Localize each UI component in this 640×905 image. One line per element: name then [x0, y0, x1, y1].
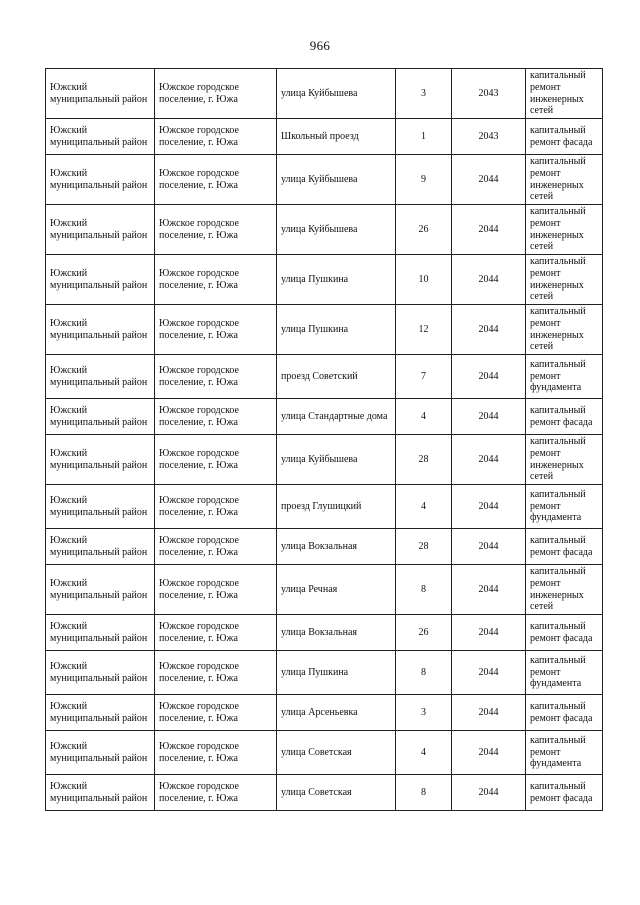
cell-house-number: 3 [396, 69, 452, 119]
cell-district: Южский муниципальный район [46, 305, 155, 355]
cell-year: 2044 [452, 205, 526, 255]
cell-year: 2044 [452, 399, 526, 435]
cell-settlement: Южское городское поселение, г. Южа [155, 399, 277, 435]
cell-district: Южский муниципальный район [46, 155, 155, 205]
table-row [46, 695, 603, 731]
cell-work-type: капитальный ремонт фасада [526, 529, 603, 565]
cell-district: Южский муниципальный район [46, 69, 155, 119]
cell-work-type: капитальный ремонт инженерных сетей [526, 69, 603, 119]
cell-work-type: капитальный ремонт фундамента [526, 731, 603, 775]
cell-settlement: Южское городское поселение, г. Южа [155, 731, 277, 775]
cell-district: Южский муниципальный район [46, 399, 155, 435]
cell-district: Южский муниципальный район [46, 485, 155, 529]
cell-house-number: 4 [396, 485, 452, 529]
table-row [46, 119, 603, 155]
cell-street: улица Вокзальная [277, 529, 396, 565]
cell-work-type: капитальный ремонт инженерных сетей [526, 305, 603, 355]
cell-settlement: Южское городское поселение, г. Южа [155, 651, 277, 695]
cell-district: Южский муниципальный район [46, 255, 155, 305]
cell-street: улица Советская [277, 775, 396, 811]
cell-settlement: Южское городское поселение, г. Южа [155, 155, 277, 205]
table-row [46, 305, 603, 355]
cell-work-type: капитальный ремонт фасада [526, 399, 603, 435]
cell-work-type: капитальный ремонт фундамента [526, 485, 603, 529]
cell-settlement: Южское городское поселение, г. Южа [155, 695, 277, 731]
cell-year: 2044 [452, 695, 526, 731]
table-row [46, 565, 603, 615]
table-row [46, 615, 603, 651]
table-row [46, 69, 603, 119]
cell-house-number: 4 [396, 399, 452, 435]
cell-work-type: капитальный ремонт фундамента [526, 355, 603, 399]
cell-house-number: 4 [396, 731, 452, 775]
table-row [46, 651, 603, 695]
cell-street: улица Пушкина [277, 651, 396, 695]
cell-street: улица Стандартные дома [277, 399, 396, 435]
cell-year: 2043 [452, 119, 526, 155]
cell-settlement: Южское городское поселение, г. Южа [155, 775, 277, 811]
cell-settlement: Южское городское поселение, г. Южа [155, 355, 277, 399]
cell-work-type: капитальный ремонт инженерных сетей [526, 155, 603, 205]
cell-work-type: капитальный ремонт инженерных сетей [526, 205, 603, 255]
cell-street: улица Речная [277, 565, 396, 615]
cell-district: Южский муниципальный район [46, 775, 155, 811]
cell-work-type: капитальный ремонт фасада [526, 695, 603, 731]
cell-year: 2044 [452, 615, 526, 651]
cell-district: Южский муниципальный район [46, 435, 155, 485]
cell-district: Южский муниципальный район [46, 731, 155, 775]
cell-house-number: 8 [396, 775, 452, 811]
cell-street: улица Пушкина [277, 305, 396, 355]
cell-year: 2044 [452, 731, 526, 775]
cell-house-number: 1 [396, 119, 452, 155]
cell-year: 2044 [452, 255, 526, 305]
cell-street: улица Советская [277, 731, 396, 775]
cell-settlement: Южское городское поселение, г. Южа [155, 615, 277, 651]
cell-street: улица Куйбышева [277, 435, 396, 485]
cell-district: Южский муниципальный район [46, 205, 155, 255]
cell-street: улица Пушкина [277, 255, 396, 305]
cell-year: 2044 [452, 775, 526, 811]
cell-street: проезд Советский [277, 355, 396, 399]
cell-year: 2043 [452, 69, 526, 119]
cell-house-number: 12 [396, 305, 452, 355]
cell-district: Южский муниципальный район [46, 651, 155, 695]
cell-settlement: Южское городское поселение, г. Южа [155, 255, 277, 305]
cell-street: улица Вокзальная [277, 615, 396, 651]
cell-work-type: капитальный ремонт фундамента [526, 651, 603, 695]
cell-house-number: 28 [396, 529, 452, 565]
repair-schedule-table [45, 68, 603, 811]
cell-street: Школьный проезд [277, 119, 396, 155]
cell-year: 2044 [452, 305, 526, 355]
cell-settlement: Южское городское поселение, г. Южа [155, 205, 277, 255]
cell-house-number: 8 [396, 565, 452, 615]
cell-street: улица Куйбышева [277, 205, 396, 255]
table-row [46, 255, 603, 305]
cell-year: 2044 [452, 565, 526, 615]
cell-street: улица Арсеньевка [277, 695, 396, 731]
cell-settlement: Южское городское поселение, г. Южа [155, 435, 277, 485]
cell-year: 2044 [452, 651, 526, 695]
cell-settlement: Южское городское поселение, г. Южа [155, 485, 277, 529]
cell-street: улица Куйбышева [277, 155, 396, 205]
cell-settlement: Южское городское поселение, г. Южа [155, 305, 277, 355]
table-row [46, 485, 603, 529]
cell-year: 2044 [452, 485, 526, 529]
table-row [46, 731, 603, 775]
table-row [46, 355, 603, 399]
cell-work-type: капитальный ремонт инженерных сетей [526, 565, 603, 615]
cell-work-type: капитальный ремонт фасада [526, 119, 603, 155]
cell-work-type: капитальный ремонт фасада [526, 775, 603, 811]
cell-house-number: 28 [396, 435, 452, 485]
table-row [46, 399, 603, 435]
page-number: 966 [309, 38, 331, 53]
cell-house-number: 10 [396, 255, 452, 305]
table-row [46, 775, 603, 811]
cell-settlement: Южское городское поселение, г. Южа [155, 565, 277, 615]
cell-work-type: капитальный ремонт инженерных сетей [526, 255, 603, 305]
cell-district: Южский муниципальный район [46, 615, 155, 651]
cell-district: Южский муниципальный район [46, 529, 155, 565]
cell-house-number: 9 [396, 155, 452, 205]
cell-house-number: 26 [396, 205, 452, 255]
cell-house-number: 26 [396, 615, 452, 651]
cell-year: 2044 [452, 155, 526, 205]
cell-house-number: 3 [396, 695, 452, 731]
cell-year: 2044 [452, 529, 526, 565]
cell-district: Южский муниципальный район [46, 355, 155, 399]
cell-street: улица Куйбышева [277, 69, 396, 119]
cell-work-type: капитальный ремонт фасада [526, 615, 603, 651]
cell-settlement: Южское городское поселение, г. Южа [155, 69, 277, 119]
table-row [46, 155, 603, 205]
cell-house-number: 8 [396, 651, 452, 695]
table-row [46, 435, 603, 485]
table-row [46, 205, 603, 255]
table-row [46, 529, 603, 565]
cell-settlement: Южское городское поселение, г. Южа [155, 119, 277, 155]
cell-district: Южский муниципальный район [46, 695, 155, 731]
cell-district: Южский муниципальный район [46, 565, 155, 615]
cell-settlement: Южское городское поселение, г. Южа [155, 529, 277, 565]
cell-street: проезд Глушицкий [277, 485, 396, 529]
cell-house-number: 7 [396, 355, 452, 399]
cell-district: Южский муниципальный район [46, 119, 155, 155]
cell-year: 2044 [452, 355, 526, 399]
cell-work-type: капитальный ремонт инженерных сетей [526, 435, 603, 485]
cell-year: 2044 [452, 435, 526, 485]
